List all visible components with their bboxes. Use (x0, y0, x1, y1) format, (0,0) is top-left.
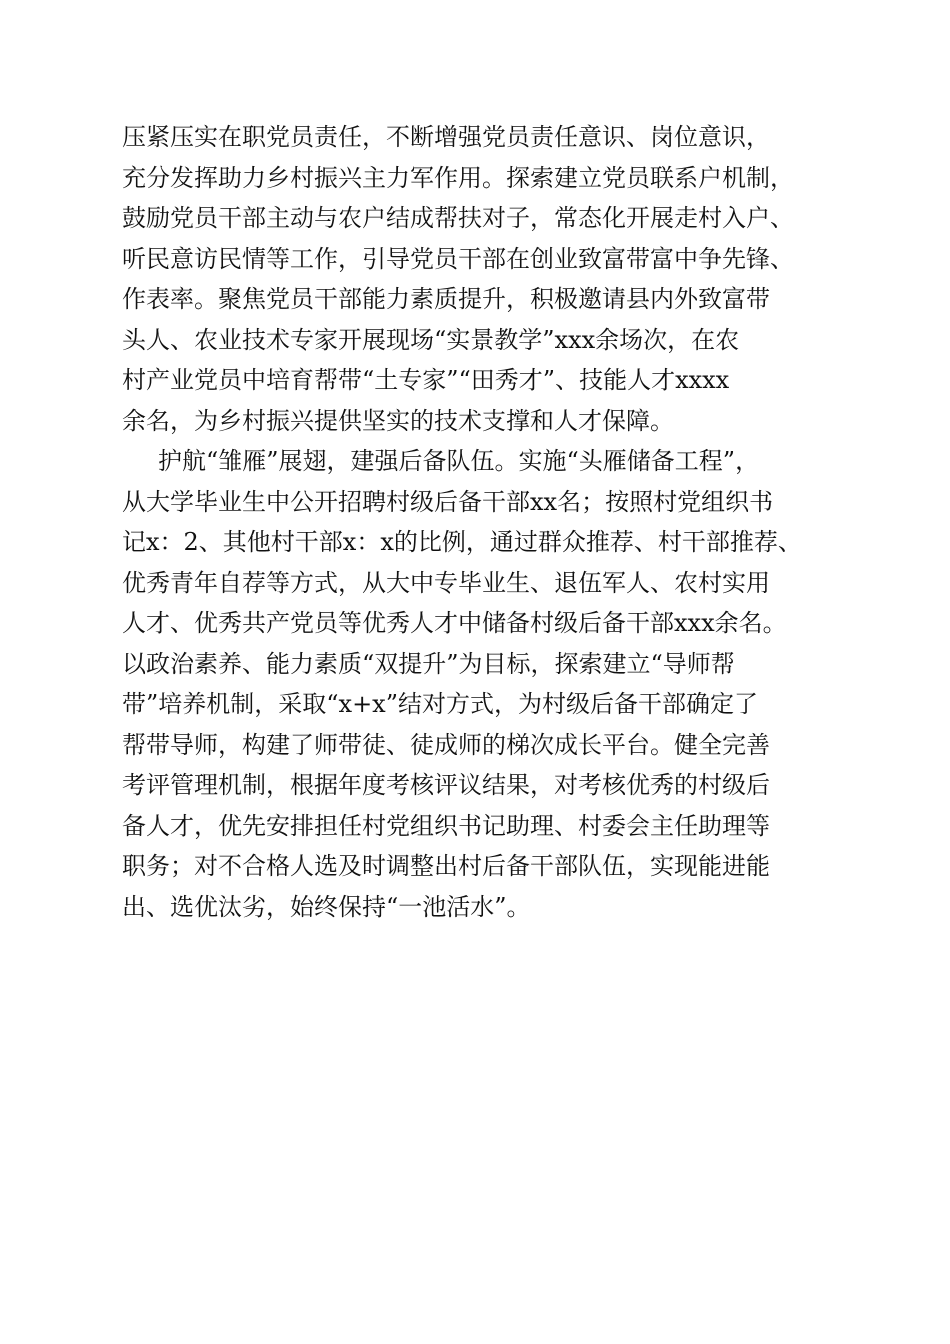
text-line-1: 压紧压实在职党员责任，不断增强党员责任意识、岗位意识， (122, 123, 770, 151)
text-line-7: 村产业党员中培育帮带“土专家”“田秀才”、技能人才xxxx (122, 366, 730, 394)
text-line-17: 考评管理机制，根据年度考核评议结果，对考核优秀的村级后 (122, 771, 770, 799)
text-line-3: 鼓励党员干部主动与农户结成帮扶对子，常态化开展走村入户、 (122, 204, 794, 232)
text-line-8: 余名，为乡村振兴提供坚实的技术支撑和人才保障。 (122, 406, 674, 435)
text-line-6: 头人、农业技术专家开展现场“实景教学”xxx余场次，在农 (122, 325, 740, 354)
text-line-16: 帮带导师，构建了师带徒、徒成师的梯次成长平台。健全完善 (122, 730, 770, 759)
body-text (122, 117, 852, 927)
text-line-20: 出、选优汰劣，始终保持“一池活水”。 (122, 892, 531, 921)
text-line-4: 听民意访民情等工作，引导党员干部在创业致富带富中争先锋、 (122, 244, 794, 273)
text-line-10: 从大学毕业生中公开招聘村级后备干部xx名；按照村党组织书 (122, 487, 774, 516)
text-line-19: 职务；对不合格人选及时调整出村后备干部队伍，实现能进能 (122, 852, 770, 880)
text-line-18: 备人才，优先安排担任村党组织书记助理、村委会主任助理等 (122, 811, 770, 840)
text-line-13: 人才、优秀共产党员等优秀人才中储备村级后备干部xxx余名。 (122, 609, 787, 637)
text-line-5: 作表率。聚焦党员干部能力素质提升，积极邀请县内外致富带 (122, 285, 770, 313)
text-line-14: 以政治素养、能力素质“双提升”为目标，探索建立“导师帮 (122, 649, 735, 678)
paragraph-start-line: 护航“雏雁”展翅，建强后备队伍。实施“头雁储备工程”， (158, 447, 760, 475)
text-line-12: 优秀青年自荐等方式，从大中专毕业生、退伍军人、农村实用 (122, 568, 770, 597)
text-line-2: 充分发挥助力乡村振兴主力军作用。探索建立党员联系户机制， (122, 163, 794, 192)
text-line-15: 带”培养机制，采取“x+x”结对方式，为村级后备干部确定了 (122, 690, 758, 718)
text-line-11: 记x：2、其他村干部x：x的比例，通过群众推荐、村干部推荐、 (122, 528, 802, 556)
